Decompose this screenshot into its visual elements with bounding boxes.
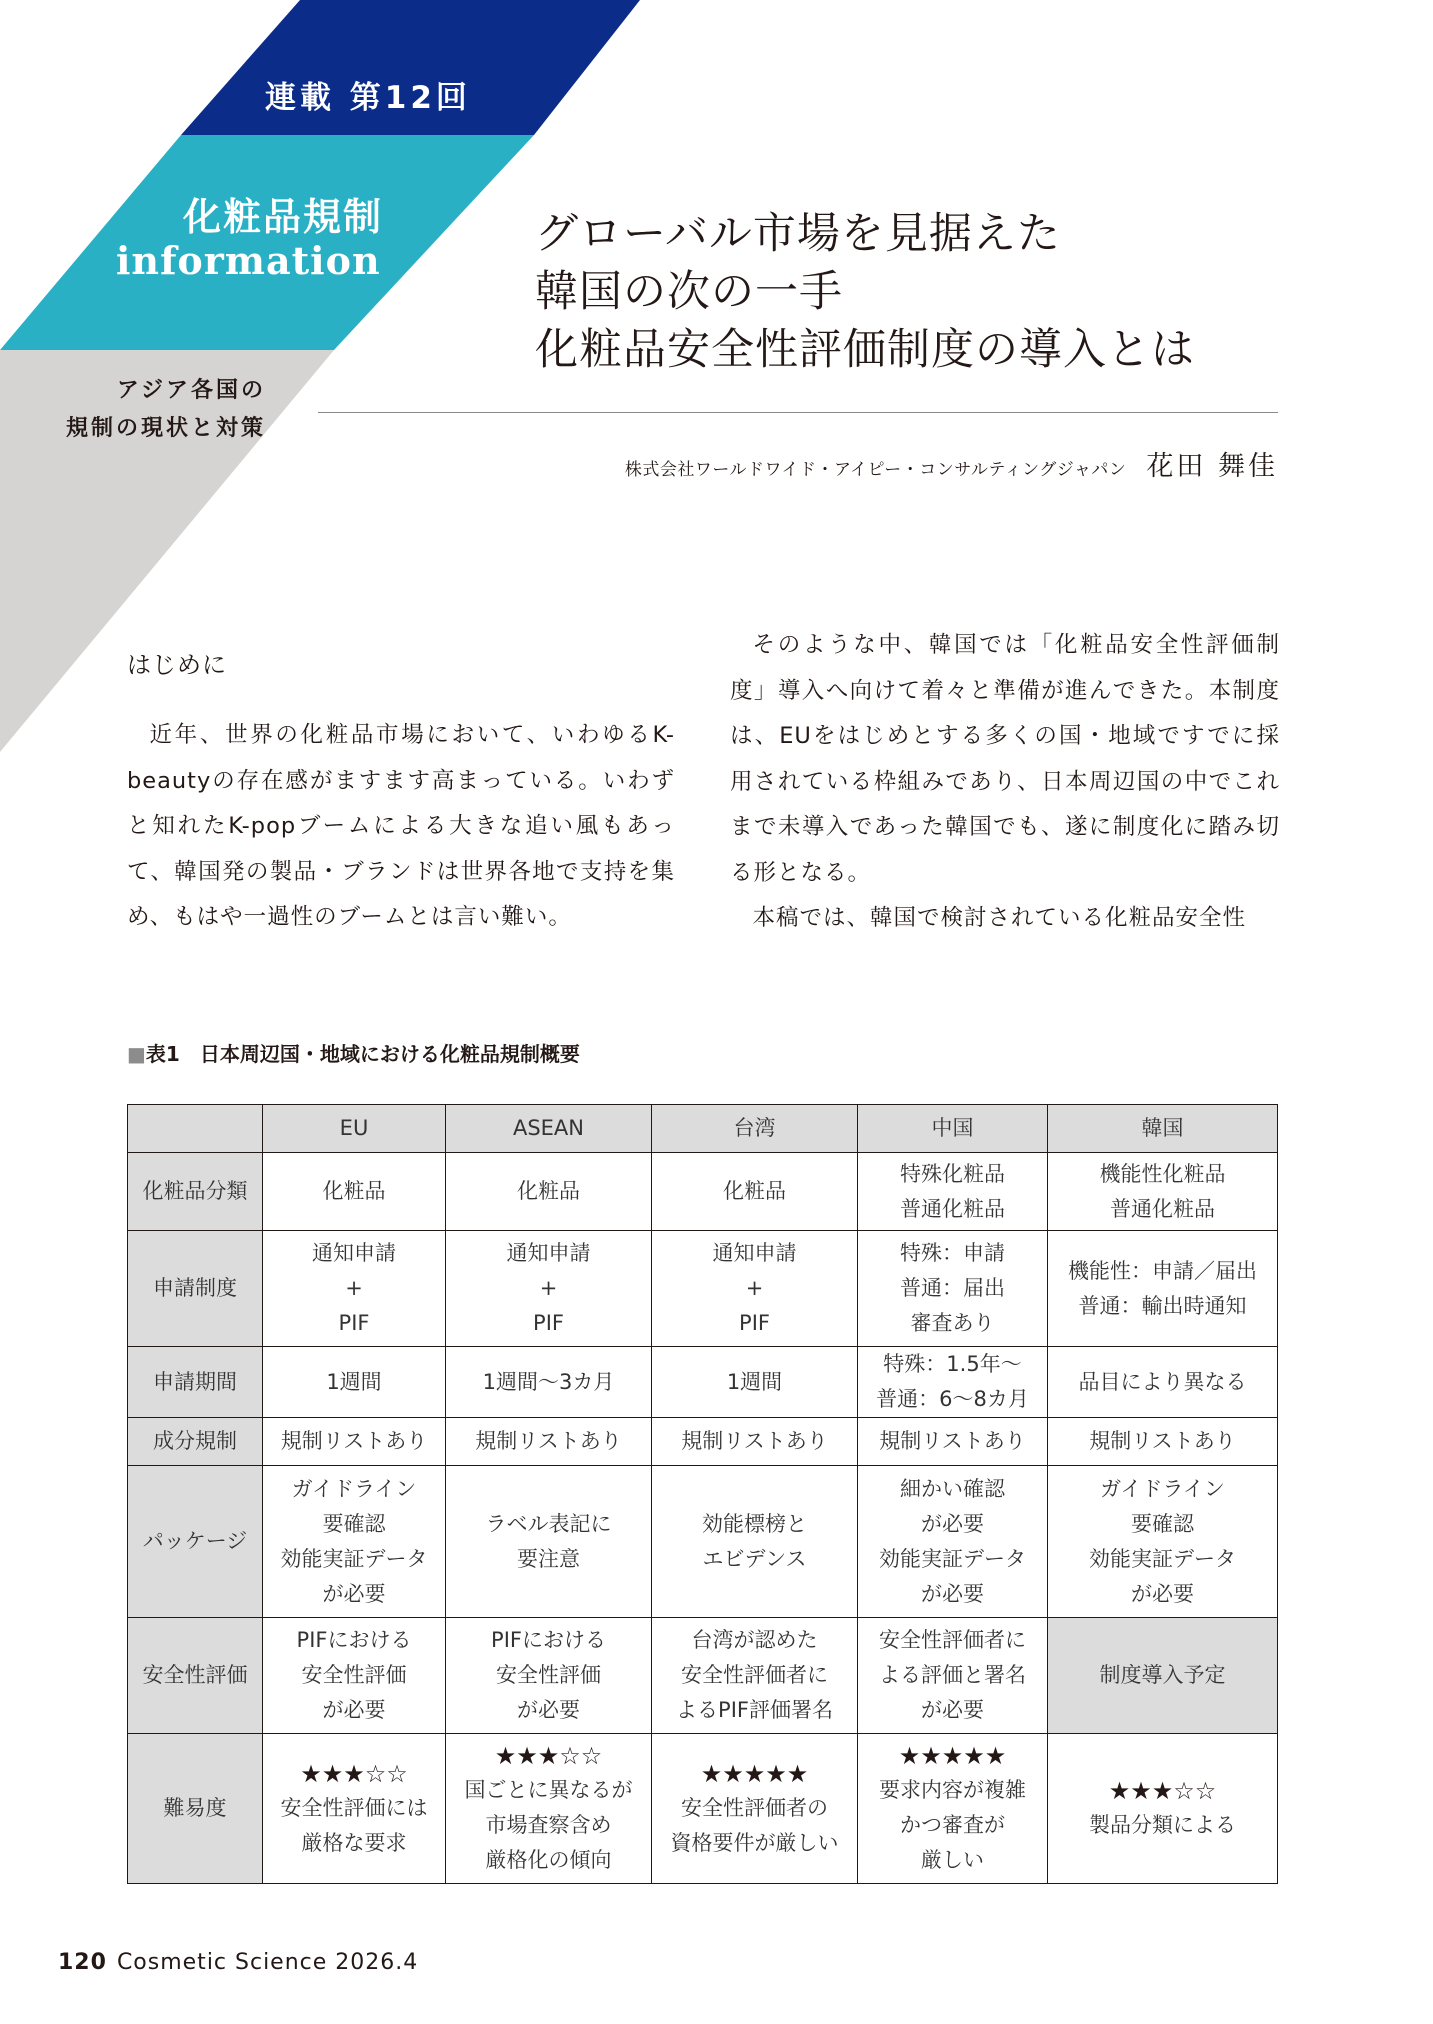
cell-line: 効能実証データ — [879, 1546, 1026, 1571]
table-row — [128, 1418, 1278, 1466]
table-cell — [858, 1466, 1048, 1618]
cell-line: 特殊：申請 — [900, 1241, 1005, 1265]
table-cell — [652, 1153, 858, 1231]
cell-line: 審査あり — [910, 1311, 995, 1335]
journal-name: Cosmetic Science 2026.4 — [116, 1950, 419, 1975]
row-header: 申請期間 — [128, 1347, 263, 1418]
cell-line: ガイドライン — [1100, 1476, 1225, 1501]
cell-line: 効能実証データ — [280, 1546, 428, 1571]
cell-line: 普通化粧品 — [900, 1196, 1005, 1221]
cell-line: 安全性評価者に — [681, 1663, 828, 1687]
table-cell — [652, 1466, 858, 1618]
table-caption — [127, 1038, 580, 1067]
cell-line: 普通化粧品 — [1110, 1196, 1215, 1221]
table-cell — [858, 1231, 1048, 1347]
category-title-en: information — [116, 238, 381, 283]
column-header: EU — [263, 1105, 446, 1153]
author-organization: 株式会社ワールドワイド・アイピー・コンサルティングジャパン — [624, 460, 1127, 480]
body-column-left — [127, 713, 675, 941]
cell-line: が必要 — [322, 1698, 386, 1722]
row-header: 成分規制 — [128, 1418, 263, 1466]
cell-line: 国ごとに異なるが — [464, 1778, 633, 1802]
table-cell — [652, 1231, 858, 1347]
cell-line: 台湾が認めた — [691, 1628, 818, 1652]
cell-line: 機能性化粧品 — [1099, 1161, 1226, 1186]
table-cell — [1048, 1418, 1278, 1466]
section-heading: はじめに — [127, 651, 227, 679]
table-cell — [263, 1734, 446, 1884]
cell-line: 品目により異なる — [1078, 1369, 1247, 1394]
byline — [625, 444, 1278, 483]
cell-line: 安全性評価者に — [879, 1628, 1026, 1652]
cell-line: 規制リストあり — [681, 1429, 828, 1453]
cell-line: よるPIF評価署名 — [676, 1698, 833, 1722]
cell-line: 厳しい — [921, 1848, 984, 1872]
table-cell — [263, 1153, 446, 1231]
series-subtitle-line: アジア各国の — [116, 378, 266, 403]
cell-line: 細かい確認 — [900, 1476, 1005, 1501]
cell-line: 1週間 — [326, 1369, 382, 1394]
table-header-row — [128, 1105, 1278, 1153]
table-cell — [446, 1231, 652, 1347]
paragraph: 本稿では、韓国で検討されている化粧品安全性 — [752, 905, 1247, 931]
cell-line: ラベル表記に — [485, 1511, 612, 1536]
article-title — [535, 205, 1195, 379]
cell-line: + — [539, 1276, 558, 1300]
title-line: 化粧品安全性評価制度の導入とは — [535, 325, 1195, 375]
table-cell — [652, 1734, 858, 1884]
page-footer — [58, 1950, 418, 1975]
table-cell — [1048, 1466, 1278, 1618]
table-cell — [858, 1618, 1048, 1734]
cell-line: が必要 — [1131, 1581, 1194, 1606]
cell-line: 特殊：1.5年〜 — [883, 1352, 1022, 1376]
cell-line: PIF — [338, 1311, 370, 1335]
table-cell — [263, 1618, 446, 1734]
cell-line: 通知申請 — [506, 1241, 591, 1265]
regulation-table — [127, 1104, 1278, 1884]
cell-line: 普通：輸出時通知 — [1078, 1293, 1247, 1318]
column-header: 韓国 — [1048, 1105, 1278, 1153]
row-header: 安全性評価 — [128, 1618, 263, 1734]
cell-line: が必要 — [921, 1581, 984, 1606]
table-cell — [1048, 1231, 1278, 1347]
author-name: 花田 舞佳 — [1146, 451, 1278, 482]
table-cell — [1048, 1734, 1278, 1884]
table-cell — [858, 1418, 1048, 1466]
difficulty-stars: ★★★★★ — [700, 1759, 809, 1788]
table-row — [128, 1347, 1278, 1418]
cell-line: 機能性：申請／届出 — [1068, 1258, 1257, 1283]
cell-line: 普通：6〜8カ月 — [876, 1387, 1029, 1411]
category-title-jp: 化粧品規制 — [183, 195, 384, 239]
cell-line: + — [345, 1276, 363, 1300]
table-cell — [446, 1347, 652, 1418]
series-number: 連載 第12回 — [265, 80, 471, 116]
cell-line: 要確認 — [322, 1511, 386, 1536]
table-cell — [263, 1466, 446, 1618]
cell-line: PIF — [739, 1311, 770, 1335]
cell-line: 規制リストあり — [1089, 1429, 1236, 1453]
cell-line: 規制リストあり — [879, 1429, 1026, 1453]
caption-text: 表1 日本周辺国・地域における化粧品規制概要 — [145, 1042, 580, 1066]
cell-line: + — [745, 1276, 764, 1300]
cell-line: 要注意 — [517, 1546, 580, 1571]
cell-line: PIFにおける — [296, 1628, 412, 1652]
cell-line: ガイドライン — [291, 1476, 417, 1501]
paragraph: 近年、世界の化粧品市場において、いわゆるK-beautyの存在感がますます高まっている。いわずと知れたK-popブームによる大きな追い風もあって、韓国発の製品・ブランドは世界各地で支持を集め、もはや一過性のブームとは言い難い。 — [127, 722, 675, 930]
cell-line: 厳格な要求 — [301, 1830, 407, 1855]
cell-line: が必要 — [921, 1511, 984, 1536]
column-header: 中国 — [858, 1105, 1048, 1153]
cell-line: 制度導入予定 — [1099, 1663, 1226, 1687]
paragraph: そのような中、韓国では「化粧品安全性評価制度」導入へ向けて着々と準備が進んできた。本制度は、EUをはじめとする多くの国・地域ですでに採用されている枠組みであり、日本周辺国の中でこれまで未導入であった韓国でも、遂に制度化に踏み切る形となる。 — [730, 632, 1280, 886]
cell-line: 1週間〜3カ月 — [482, 1369, 615, 1394]
table-cell — [263, 1347, 446, 1418]
table-row — [128, 1734, 1278, 1884]
cell-line: 市場査察含め — [485, 1813, 612, 1837]
table-cell — [1048, 1153, 1278, 1231]
cell-line: 要求内容が複雑 — [879, 1778, 1026, 1802]
cell-line: 効能標榜と — [702, 1511, 807, 1536]
row-header: 申請制度 — [128, 1231, 263, 1347]
cell-line: 普通：届出 — [900, 1276, 1005, 1300]
difficulty-stars: ★★★★★ — [898, 1742, 1007, 1770]
series-subtitle — [36, 372, 266, 448]
table-cell — [263, 1231, 446, 1347]
corner-cell — [128, 1105, 263, 1153]
cell-line: 効能実証データ — [1089, 1546, 1236, 1571]
table-cell — [446, 1418, 652, 1466]
cell-line: 規制リストあり — [475, 1429, 622, 1453]
cell-line: PIF — [533, 1311, 564, 1335]
table-cell — [1048, 1618, 1278, 1734]
difficulty-stars: ★★★☆☆ — [300, 1759, 408, 1788]
cell-line: 安全性評価 — [301, 1663, 407, 1687]
cell-line: 化粧品 — [322, 1179, 386, 1203]
table-cell — [263, 1418, 446, 1466]
difficulty-stars: ★★★☆☆ — [494, 1742, 603, 1770]
body-column-right — [730, 623, 1280, 942]
difficulty-stars: ★★★☆☆ — [1108, 1777, 1217, 1805]
title-line: グローバル市場を見据えた — [535, 209, 1061, 259]
row-header: 難易度 — [128, 1734, 263, 1884]
table-cell — [1048, 1347, 1278, 1418]
cell-line: よる評価と署名 — [879, 1663, 1026, 1687]
cell-line: が必要 — [517, 1698, 580, 1722]
cell-line: 安全性評価者の — [681, 1795, 828, 1820]
table-row — [128, 1153, 1278, 1231]
cell-line: 特殊化粧品 — [900, 1161, 1005, 1186]
caption-square-icon: ■ — [127, 1042, 146, 1066]
cell-line: かつ審査が — [900, 1813, 1005, 1837]
table-cell — [858, 1734, 1048, 1884]
column-header: 台湾 — [652, 1105, 858, 1153]
cell-line: 資格要件が厳しい — [670, 1830, 839, 1855]
table-cell — [652, 1618, 858, 1734]
table-row — [128, 1466, 1278, 1618]
cell-line: 化粧品 — [517, 1179, 580, 1203]
cell-line: エビデンス — [702, 1546, 807, 1571]
table-row — [128, 1618, 1278, 1734]
cell-line: 製品分類による — [1089, 1813, 1236, 1837]
cell-line: 通知申請 — [312, 1241, 396, 1265]
table-cell — [652, 1418, 858, 1466]
table-cell — [858, 1347, 1048, 1418]
cell-line: 化粧品 — [723, 1179, 786, 1203]
cell-line: PIFにおける — [491, 1628, 606, 1652]
column-header: ASEAN — [446, 1105, 652, 1153]
cell-line: 1週間 — [726, 1369, 783, 1394]
cell-line: 厳格化の傾向 — [485, 1848, 612, 1872]
cell-line: 規制リストあり — [280, 1429, 428, 1453]
cell-line: が必要 — [921, 1698, 984, 1722]
table-cell — [858, 1153, 1048, 1231]
table-body — [128, 1153, 1278, 1884]
title-line: 韓国の次の一手 — [535, 267, 843, 317]
title-divider — [318, 412, 1278, 413]
table-cell — [446, 1618, 652, 1734]
series-subtitle-line: 規制の現状と対策 — [65, 416, 266, 441]
table-cell — [446, 1153, 652, 1231]
table-cell — [446, 1466, 652, 1618]
table-row — [128, 1231, 1278, 1347]
table-cell — [446, 1734, 652, 1884]
cell-line: 要確認 — [1131, 1511, 1194, 1536]
page-number: 120 — [58, 1950, 107, 1975]
row-header: パッケージ — [128, 1466, 263, 1618]
cell-line: が必要 — [322, 1581, 386, 1606]
table-cell — [652, 1347, 858, 1418]
cell-line: 安全性評価には — [280, 1795, 428, 1820]
cell-line: 通知申請 — [712, 1241, 797, 1265]
cell-line: 安全性評価 — [496, 1663, 601, 1687]
row-header: 化粧品分類 — [128, 1153, 263, 1231]
